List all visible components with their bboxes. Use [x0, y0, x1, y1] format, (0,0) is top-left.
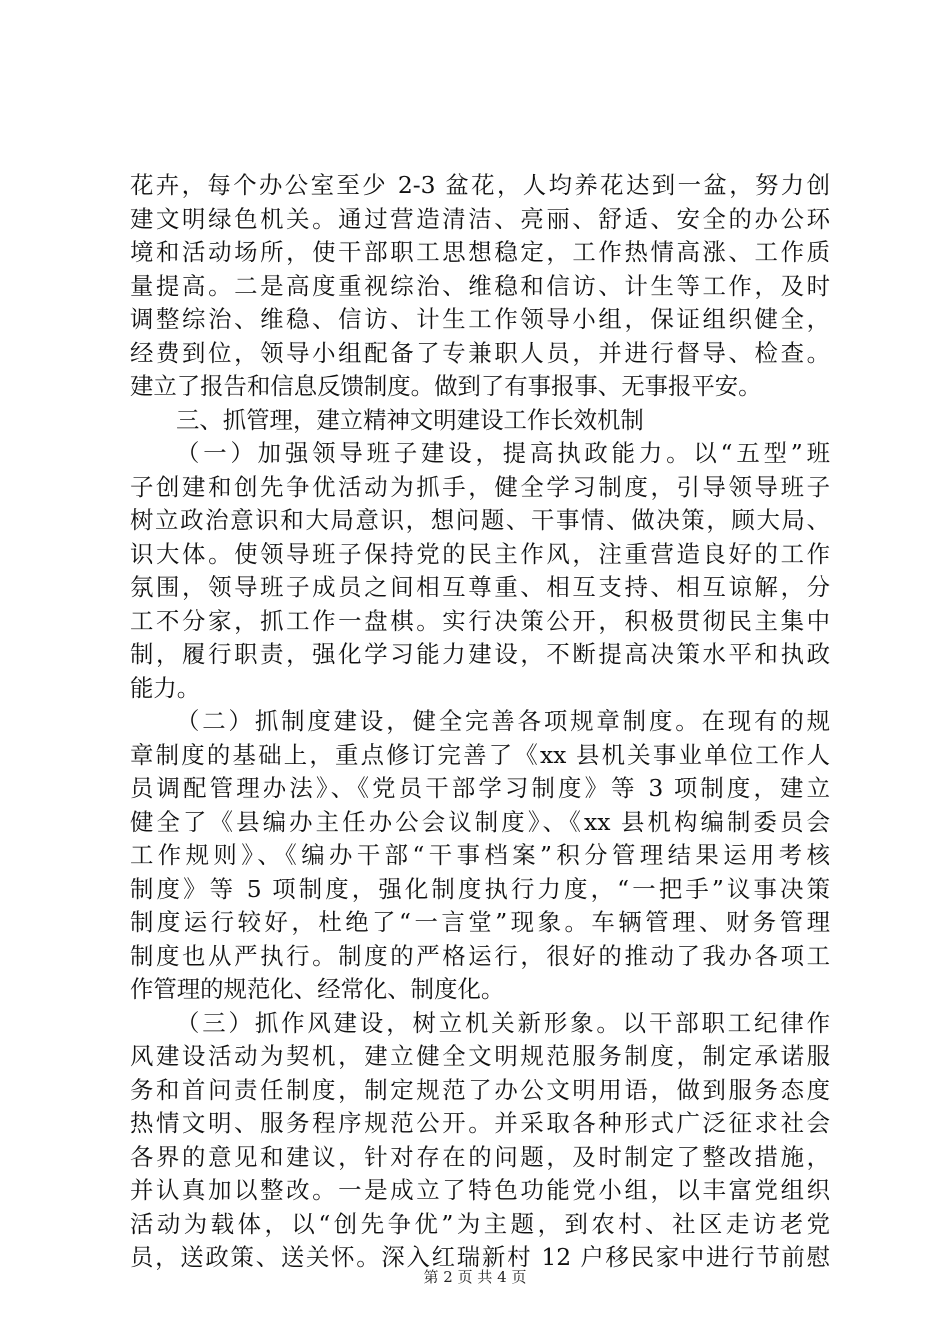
text-line: 章制度的基础上，重点修订完善了《xx 县机关事业单位工作人	[130, 740, 830, 769]
text-line: （三）抓作风建设，树立机关新形象。以干部职工纪律作	[176, 1008, 830, 1037]
text-line: 识大体。使领导班子保持党的民主作风，注重营造良好的工作	[130, 539, 830, 568]
text-line: 各界的意见和建议，针对存在的问题，及时制定了整改措施，	[130, 1142, 830, 1171]
text-line: 制度也从严执行。制度的严格运行，很好的推动了我办各项工	[130, 941, 830, 970]
text-line: 员调配管理办法》、《党员干部学习制度》等 3 项制度，建立	[130, 774, 830, 802]
text-line: （一）加强领导班子建设，提高执政能力。以“五型”班	[176, 439, 830, 467]
document-body	[130, 169, 830, 1275]
text-line: 三、抓管理，建立精神文明建设工作长效机制	[176, 405, 644, 434]
text-line: 能力。	[130, 673, 201, 702]
text-line: 树立政治意识和大局意识，想问题、干事情、做决策，顾大局、	[130, 506, 830, 534]
text-line: 量提高。二是高度重视综治、维稳和信访、计生等工作，及时	[130, 271, 830, 300]
text-line: 经费到位，领导小组配备了专兼职人员，并进行督导、检查。	[130, 338, 830, 367]
text-line: 制，履行职责，强化学习能力建设，不断提高决策水平和执政	[130, 640, 830, 668]
text-line: 境和活动场所，使干部职工思想稳定，工作热情高涨、工作质	[130, 238, 830, 266]
text-line: 活动为载体，以“创先争优”为主题，到农村、社区走访老党	[130, 1209, 830, 1238]
text-line: 子创建和创先争优活动为抓手，健全学习制度，引导领导班子	[130, 472, 830, 501]
text-line: 制度》等 5 项制度，强化制度执行力度，“一把手”议事决策	[130, 874, 830, 903]
text-line: 作管理的规范化、经常化、制度化。	[130, 975, 505, 1003]
text-line: 工不分家，抓工作一盘棋。实行决策公开，积极贯彻民主集中	[130, 606, 830, 635]
text-line: 务和首问责任制度，制定规范了办公文明用语，做到服务态度	[130, 1075, 830, 1104]
text-line: 工作规则》、《编办干部“干事档案”积分管理结果运用考核	[130, 841, 830, 869]
text-line: （二）抓制度建设，健全完善各项规章制度。在现有的规	[176, 707, 830, 735]
text-line: 热情文明、服务程序规范公开。并采取各种形式广泛征求社会	[130, 1109, 830, 1137]
text-line: 建文明绿色机关。通过营造清洁、亮丽、舒适、安全的办公环	[130, 204, 830, 233]
text-line: 花卉，每个办公室至少 2-3 盆花，人均养花达到一盆，努力创	[130, 171, 830, 199]
text-line: 建立了报告和信息反馈制度。做到了有事报事、无事报平安。	[130, 372, 762, 400]
text-line: 氛围，领导班子成员之间相互尊重、相互支持、相互谅解，分	[130, 573, 830, 601]
page-footer: 第 2 页 共 4 页	[423, 1268, 527, 1286]
text-line: 并认真加以整改。一是成立了特色功能党小组，以丰富党组织	[130, 1176, 830, 1204]
text-line: 调整综治、维稳、信访、计生工作领导小组，保证组织健全，	[130, 305, 830, 333]
text-line: 员，送政策、送关怀。深入红瑞新村 12 户移民家中进行节前慰	[130, 1243, 830, 1271]
text-line: 风建设活动为契机，建立健全文明规范服务制度，制定承诺服	[130, 1042, 830, 1070]
text-line: 健全了《县编办主任办公会议制度》、《xx 县机构编制委员会	[130, 807, 830, 836]
text-line: 制度运行较好，杜绝了“一言堂”现象。车辆管理、财务管理	[130, 908, 830, 936]
